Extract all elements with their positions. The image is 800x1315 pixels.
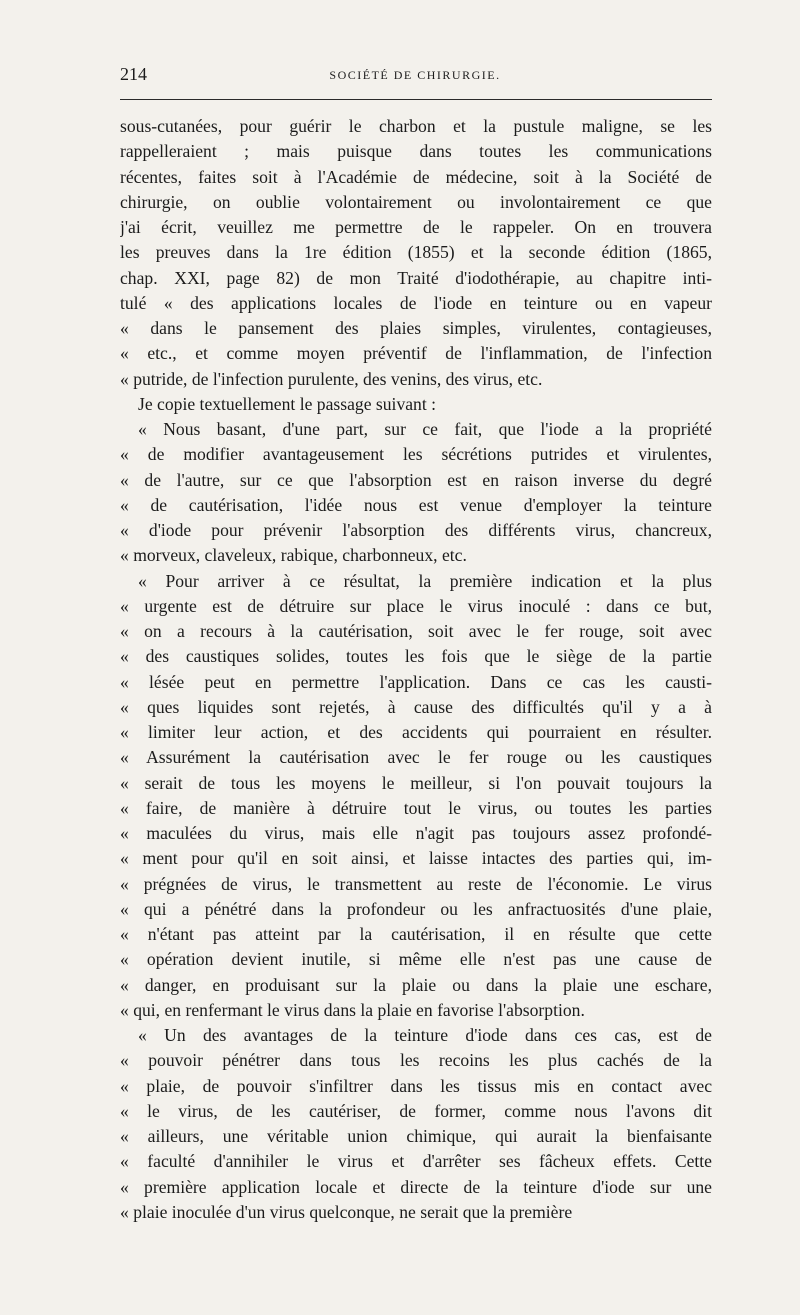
text-line: « danger, en produisant sur la plaie ou dans la plaie une eschare,	[120, 974, 712, 995]
text-line: « on a recours à la cautérisation, soit avec le fer rouge, soit avec	[120, 621, 712, 641]
text-line: « serait de tous les moyens le meilleur, si l'on pouvait toujours la	[120, 772, 712, 793]
text-line: « prégnées de virus, le transmettent au reste de l'économie. Le virus	[120, 873, 712, 894]
text-line: rappelleraient ; mais puisque dans toutes les communications	[120, 141, 712, 162]
page-header	[120, 64, 710, 94]
text-line: j'ai écrit, veuillez me permettre de le rappeler. On en trouvera	[120, 217, 712, 237]
text-line: « putride, de l'infection purulente, des venins, des virus, etc.	[120, 368, 543, 389]
running-head: SOCIÉTÉ DE CHIRURGIE.	[329, 68, 501, 82]
text-line: « plaie inoculée d'un virus quelconque, ne serait que la première	[120, 1201, 573, 1222]
text-line: « pouvoir pénétrer dans tous les recoins les plus cachés de la	[120, 1050, 712, 1071]
text-line: « de modifier avantageusement les sécrétions putrides et virulentes,	[120, 444, 712, 465]
text-line: « de cautérisation, l'idée nous est venue d'employer la teinture	[120, 494, 712, 515]
text-line: Je copie textuellement le passage suivant :	[138, 393, 437, 414]
text-line: « ques liquides sont rejetés, à cause des difficultés qu'il y a à	[120, 696, 712, 717]
text-line: « Assurément la cautérisation avec le fer rouge ou les caustiques	[120, 747, 712, 768]
text-line: « maculées du virus, mais elle n'agit pas toujours assez profondé-	[120, 823, 712, 843]
text-line: « etc., et comme moyen préventif de l'inflammation, de l'infection	[120, 343, 712, 364]
text-line: sous-cutanées, pour guérir le charbon et la pustule maligne, se les	[120, 116, 712, 136]
text-line: « qui, en renfermant le virus dans la plaie en favorise l'absorption.	[120, 999, 585, 1020]
text-line: « morveux, claveleux, rabique, charbonneux, etc.	[120, 545, 467, 566]
text-line: « première application locale et directe de la teinture d'iode sur une	[120, 1176, 712, 1197]
text-line: « ment pour qu'il en soit ainsi, et laisse intactes des parties qui, im-	[120, 848, 712, 869]
text-line: « Nous basant, d'une part, sur ce fait, que l'iode a la propriété	[138, 419, 712, 439]
text-line: « faculté d'annihiler le virus et d'arrêter ses fâcheux effets. Cette	[120, 1151, 712, 1172]
text-line: « opération devient inutile, si même elle n'est pas une cause de	[120, 949, 712, 970]
text-line: récentes, faites soit à l'Académie de médecine, soit à la Société de	[120, 166, 712, 187]
text-line: « le virus, de les cautériser, de former, comme nous l'avons dit	[120, 1100, 712, 1121]
text-line: « lésée peut en permettre l'application. Dans ce cas les causti-	[120, 671, 712, 692]
text-line: « Un des avantages de la teinture d'iode dans ces cas, est de	[138, 1025, 712, 1045]
text-line: « n'étant pas atteint par la cautérisation, il en résulte que cette	[120, 924, 712, 944]
text-line: chap. XXI, page 82) de mon Traité d'iodothérapie, au chapitre inti-	[120, 267, 712, 288]
text-line: les preuves dans la 1re édition (1855) et la seconde édition (1865,	[120, 242, 712, 263]
text-line: chirurgie, on oublie volontairement ou involontairement ce que	[120, 191, 712, 212]
body-text	[120, 114, 712, 1225]
text-line: tulé « des applications locales de l'iode en teinture ou en vapeur	[120, 292, 712, 313]
text-line: « dans le pansement des plaies simples, virulentes, contagieuses,	[120, 318, 712, 338]
text-line: « faire, de manière à détruire tout le virus, ou toutes les parties	[120, 797, 712, 818]
text-line: « urgente est de détruire sur place le virus inoculé : dans ce but,	[120, 595, 712, 616]
text-line: « ailleurs, une véritable union chimique, qui aurait la bienfaisante	[120, 1126, 712, 1146]
text-line: « Pour arriver à ce résultat, la première indication et la plus	[138, 570, 712, 591]
text-line: « plaie, de pouvoir s'infiltrer dans les tissus mis en contact avec	[120, 1075, 712, 1096]
text-line: « de l'autre, sur ce que l'absorption est en raison inverse du degré	[120, 469, 712, 490]
text-line: « qui a pénétré dans la profondeur ou les anfractuosités d'une plaie,	[120, 898, 712, 919]
text-line: « d'iode pour prévenir l'absorption des différents virus, chancreux,	[120, 520, 712, 540]
text-line: « limiter leur action, et des accidents qui pourraient en résulter.	[120, 722, 712, 742]
header-rule	[120, 99, 712, 100]
page-number: 214	[120, 64, 147, 84]
text-line: « des caustiques solides, toutes les fois que le siège de la partie	[120, 646, 712, 667]
